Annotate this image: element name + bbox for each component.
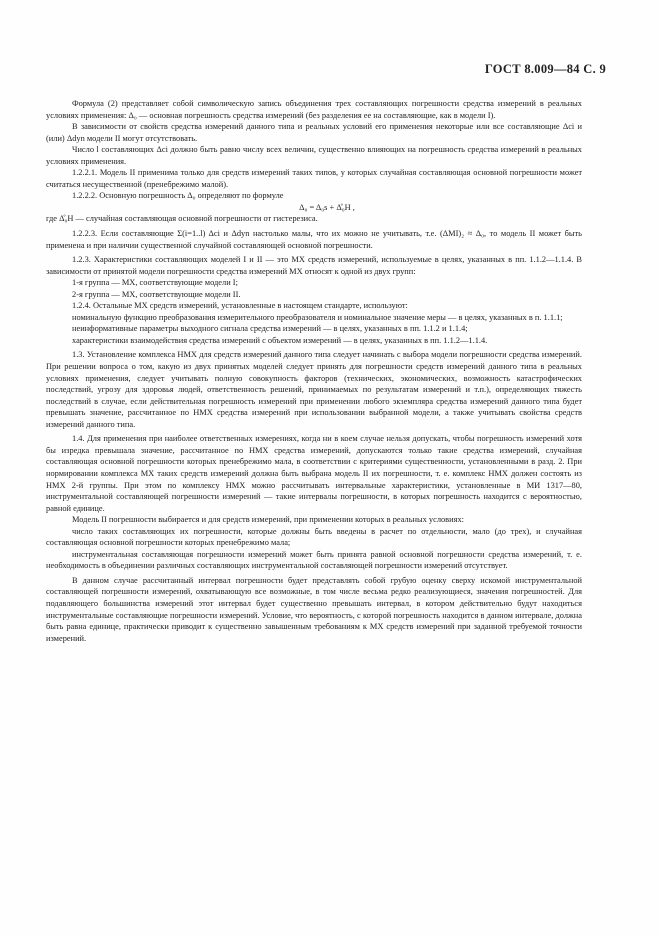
paragraph: где Δ̊₀H — случайная составляющая основной погрешности от гистерезиса. [46,214,318,224]
list-item: 1-я группа — МХ, соответствующие модели I; [72,278,238,288]
paragraph: 1.2.2.1. Модель II применима только для средств измерений таких типов, у которых случайная составляющая основной погрешности может считаться несущественной (пренебрежимо малой). [46,168,582,189]
list-item: 2-я группа — МХ, соответствующие модели II. [72,289,241,299]
paragraph: Формула (2) представляет собой символическую запись объединения трех составляющих погрешности средства измерений в реальных условиях применения: Δ₀ — основная погрешность средства измерений (без разделения ее на составляющие, как в модели I). [46,99,582,120]
paragraph: 1.3. Установление комплекса НМХ для средств измерений данного типа следует начинать с выбора модели погрешности средства измерений. При решении вопроса о том, какую из двух принятых моделей следует принять для погрешности средств измерений данного типа в реальных условиях применения, следует учитывать полную совокупность факторов (технических, экономических, возможность катастрофических последствий, угрозу для здоровья людей, ответственность решений, принимаемых по результатам измерений и т.п.), определяющих тяжесть последствий в случае, если действительная погрешность измерений при применении любого экземпляра средства измерений данного типа будет превышать значение, рассчитанное по НМХ средства измерений при использовании выбранной модели, а также учитывать свойства средств измерений данного типа. [46,350,582,429]
formula: Δ₀ = Δ₀s + Δ̊₀H , [299,202,355,212]
paragraph: В зависимости от свойств средства измерений данного типа и реальных условий его применения некоторые или все составляющие Δci и (или) Δdyn модели II могут отсутствовать. [46,122,582,143]
document-body [46,98,582,644]
paragraph: В данном случае рассчитанный интервал погрешности будет представлять собой грубую оценку сверху искомой инструментальной составляющей погрешности измерений, охватывающую все возможные, в том числе весьма редко реализующиеся, значения погрешностей. Для подавляющего большинства измерений этот интервал будет существенно превышать интервал, в котором действительно будут находиться инструментальные составляющие погрешности измерений. Условие, что вероятность, с которой погрешность находится в данном интервале, должна быть равна единице, практически приводит к существенно завышенным требованиям к МХ средств измерений при заданной требуемой точности измерений. [46,575,582,643]
list-item: неинформативные параметры выходного сигнала средства измерений — в целях, указанных в пп. 1.1.2 и 1.1.4; [72,324,468,334]
paragraph: 1.2.2.3. Если составляющие Σ(i=1..l) Δci и Δdyn настолько малы, что их можно не учитывать, т.е. (ΔMI)₂ ≈ Δ₀, то модель II может быть применена и при наличии существенной случайной составляющей основной погрешности. [46,229,582,250]
list-item: характеристики взаимодействия средства измерений с объектом измерений — в целях, указанных в пп. 1.1.2—1.1.4. [72,335,488,345]
page-header: ГОСТ 8.009—84 С. 9 [484,62,606,76]
paragraph: Модель II погрешности выбирается и для средств измерений, при применении которых в реальных условиях: [72,515,464,525]
paragraph: 1.2.2.2. Основную погрешность Δ₀ определяют по формуле [72,191,284,201]
list-item: номинальную функцию преобразования измерительного преобразователя и номинальное значение меры — в целях, указанных в п. 1.1.1; [72,312,563,322]
paragraph: Число l составляющих Δci должно быть равно числу всех величин, существенно влияющих на погрешность средства измерений в реальных условиях применения. [46,145,582,166]
paragraph: 1.2.4. Остальные МХ средств измерений, установленные в настоящем стандарте, используют: [72,301,408,311]
paragraph: 1.2.3. Характеристики составляющих моделей I и II — это МХ средств измерений, используемые в целях, указанных в пп. 1.1.2—1.1.4. В зависимости от принятой модели погрешности средства измерений МХ относят к одной из двух групп: [46,255,582,276]
paragraph: 1.4. Для применения при наиболее ответственных измерениях, когда ни в коем случае нельзя допускать, чтобы погрешность измерений хотя бы изредка превышала значение, рассчитанное по НМХ средства измерений, допускаются только такие средства измерений, случайная составляющая основной погрешности которых пренебрежимо мала, в соответствии с критериями существенности, установленными в разд. 2. При нормировании комплекса МХ таких средств измерений должна быть выбрана модель II их погрешности, т. е. комплекс НМХ должен состоять из НМХ 2-й группы. При этом по комплексу НМХ можно рассчитывать интервальные характеристики, установленные в МИ 1317—80, инструментальной составляющей погрешности измерений — такие интервалы погрешности, в которых погрешность находится с вероятностью, равной единице. [46,434,582,513]
list-item: инструментальная составляющая погрешности измерений может быть принята равной основной погрешности средства измерений, т. е. необходимость в объединении различных составляющих инструментальной составляющей погрешности измерений отсутствует. [46,549,582,571]
list-item: число таких составляющих их погрешности, которые должны быть введены в расчет по отдельности, мало (до трех), и случайная составляющая основной погрешности которых пренебрежимо мала; [46,526,582,548]
